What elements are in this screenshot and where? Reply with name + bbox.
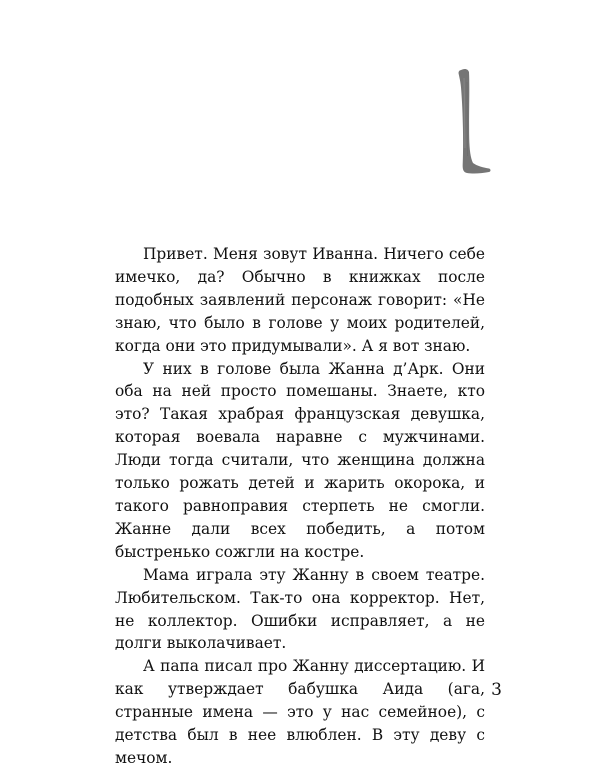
page-number: 3	[491, 680, 502, 700]
chapter-one-brushstroke-icon	[455, 68, 495, 178]
paragraph: Мама играла эту Жанну в своем театре. Любительском. Так-то она корректор. Нет, не коллектор. Ошибки исправляет, а не долги выколачивает.	[115, 565, 485, 653]
paragraph: У них в голове была Жанна д’Арк. Они оба на ней просто помешаны. Знаете, кто это? Такая храбрая французская девушка, которая воевала наравне с мужчинами. Люди тогда считали, что женщина должна только рожать детей и жарить окорока, и такого равноправия стерпеть не смогли. Жанне дали всех победить, а потом быстренько сожгли на костре.	[115, 359, 485, 561]
chapter-body-text	[115, 243, 485, 770]
paragraph: Привет. Меня зовут Иванна. Ничего себе имечко, да? Обычно в книжках после подобных заявлений персонаж говорит: «Не знаю, что было в голове у моих родителей, когда они это придумывали». А я вот знаю.	[115, 245, 485, 355]
chapter-number-glyph	[455, 68, 495, 178]
paragraph: А папа писал про Жанну диссертацию. И как утверждает бабушка Аида (ага, странные имена — это у нас семейное), с детства был в нее влюблен. В эту деву с мечом.	[115, 657, 485, 767]
